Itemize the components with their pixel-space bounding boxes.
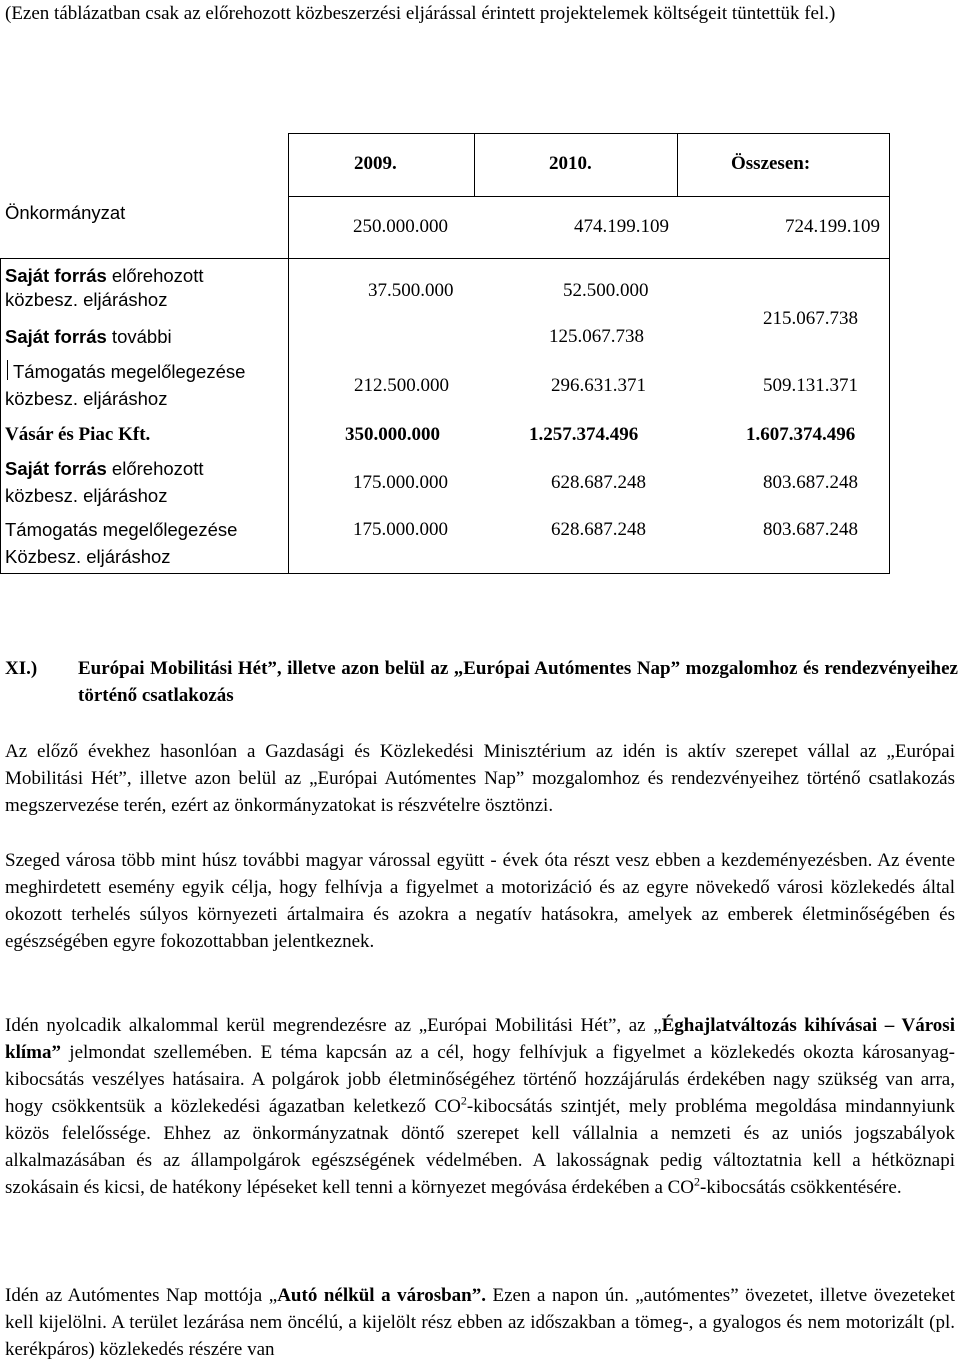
row1-2009: 37.500.000 — [368, 280, 454, 301]
row3-2009: 212.500.000 — [354, 375, 449, 396]
row4-total: 803.687.248 — [763, 472, 858, 493]
subscript-2: 2 — [694, 1174, 701, 1189]
row5-2009: 175.000.000 — [353, 519, 448, 540]
row-label-line2: közbesz. eljáráshoz — [5, 485, 168, 506]
row12-total: 215.067.738 — [763, 308, 858, 329]
label-rest: további — [106, 326, 172, 347]
row3-total: 509.131.371 — [763, 375, 858, 396]
paragraph-3 — [5, 1012, 955, 1201]
row-label-onkormanyzat: Önkormányzat — [5, 202, 126, 223]
paragraph-2: Szeged városa több mint húsz további magyar várossal együtt - évek óta részt vesz ebben a kezdeményezésben. Az évente meghirdetett esemény egyik célja, hogy felhívja a figyelmet a motorizáció és az egyre növekedő városi közlekedés által okozott terhelés súlyos környezeti ártalmaira és azokra a negatív hatásokra, amelyek az emberek életminőségében és egészségében egyre fokozottabban jelentkeznek. — [5, 850, 955, 952]
row-label-line2: Közbesz. eljáráshoz — [5, 546, 171, 567]
row-label-vasar: Vásár és Piac Kft. — [5, 424, 151, 445]
slogan: Éghajlatváltozás kihívásai – Városi klíma” — [5, 1015, 955, 1063]
vasar-total: 1.607.374.496 — [746, 424, 856, 445]
subscript-2: 2 — [460, 1093, 467, 1108]
table-border — [474, 133, 475, 197]
row-label-sajat-elorehozott — [5, 264, 203, 288]
row3-2010: 296.631.371 — [551, 375, 646, 396]
row1-2010: 52.500.000 — [563, 280, 649, 301]
row4-2009: 175.000.000 — [353, 472, 448, 493]
section-number: XI.) — [5, 658, 38, 679]
label-bold: Saját forrás — [5, 265, 107, 286]
label-rest: előrehozott — [106, 265, 204, 286]
vasar-2010: 1.257.374.496 — [529, 424, 639, 445]
row-label-tamogatas: Támogatás megelőlegezése — [5, 519, 238, 540]
label-rest: előrehozott — [106, 458, 204, 479]
table-border — [7, 360, 8, 380]
text: Idén az Autómentes Nap mottója „ — [5, 1285, 278, 1306]
row-label-sajat-elorehozott — [5, 457, 203, 481]
table-border — [288, 133, 890, 134]
row5-total: 803.687.248 — [763, 519, 858, 540]
onkormanyzat-2010: 474.199.109 — [574, 216, 669, 237]
paragraph-1: Az előző évekhez hasonlóan a Gazdasági és Közlekedési Minisztérium az idén is aktív szerepet vállal az „Európai Mobilitási Hét”, illetve azon belül az „Európai Autómentes Nap” mozgalomhoz és rendezvényeihez történő csatlakozás megszervezése terén, ezért az önkormányzatokat is részvételre ösztönzi. — [5, 741, 955, 816]
row-label-tamogatas: Támogatás megelőlegezése — [13, 361, 246, 382]
intro-text: (Ezen táblázatban csak az előrehozott közbeszerzési eljárással érintett projektelemek költségeit tüntettük fel.) — [5, 3, 836, 24]
row-label-line2: közbesz. eljáráshoz — [5, 289, 168, 310]
table-border — [677, 133, 678, 197]
row2-2010: 125.067.738 — [549, 326, 644, 347]
section-title: Európai Mobilitási Hét”, illetve azon belül az „Európai Autómentes Nap” mozgalomhoz és rendezvényeihez történő csatlakozás — [78, 658, 958, 706]
row4-2010: 628.687.248 — [551, 472, 646, 493]
onkormanyzat-2009: 250.000.000 — [353, 216, 448, 237]
table-border — [889, 133, 890, 574]
table-border — [288, 133, 289, 574]
text: Ezen a napon ún. „autómentes” övezetet, illetve övezeteket kell kijelölni. A terület lezárása nem öncélú, a kijelölt rész ebben az időszakban a tömeg-, a gyalogos és nem motorizált (pl. kerékpáros) közlekedés részére van — [5, 1285, 955, 1360]
motto: Autó nélkül a városban”. — [277, 1285, 486, 1306]
text: jelmondat szellemében. E téma kapcsán az a cél, hogy felhívjuk a figyelmet a közlekedés okozta károsanyag-kibocsátás veszélyes hatásaira. A polgárok jobb életminőségéhez történő hozzájárulás érdekében nagy szükség van arra, hogy csökkentsük a közlekedési ágazatban keletkező CO — [5, 1042, 955, 1117]
row-label-sajat-tovabbi — [5, 325, 172, 349]
text: Idén nyolcadik alkalommal kerül megrendezésre az „Európai Mobilitási Hét”, az „ — [5, 1015, 662, 1036]
onkormanyzat-total: 724.199.109 — [785, 216, 880, 237]
row5-2010: 628.687.248 — [551, 519, 646, 540]
table-border — [0, 258, 1, 574]
table-border — [0, 258, 890, 259]
label-bold: Saját forrás — [5, 458, 107, 479]
label-bold: Saját forrás — [5, 326, 107, 347]
header-2010: 2010. — [549, 153, 592, 174]
row-label-line2: közbesz. eljáráshoz — [5, 388, 168, 409]
text: -kibocsátás csökkentésére. — [700, 1177, 902, 1198]
paragraph-4 — [5, 1282, 955, 1363]
text: -kibocsátás szintjét, mely probléma megoldása mindannyiunk közös felelőssége. Ehhez az önkormányzatnak döntő szerepet kell vállalnia a nemzeti és az uniós jogszabályok alkalmazásában és az állampolgárok egészségének védelmében. A lakosságnak pedig változtatnia kell a hétköznapi szokásain és kicsi, de hatékony lépéseket kell tenni a környezet megóvása érdekében a CO — [5, 1096, 955, 1198]
table-border — [0, 573, 890, 574]
table-border — [288, 196, 890, 197]
vasar-2009: 350.000.000 — [345, 424, 440, 445]
header-total: Összesen: — [731, 153, 811, 174]
header-2009: 2009. — [354, 153, 397, 174]
